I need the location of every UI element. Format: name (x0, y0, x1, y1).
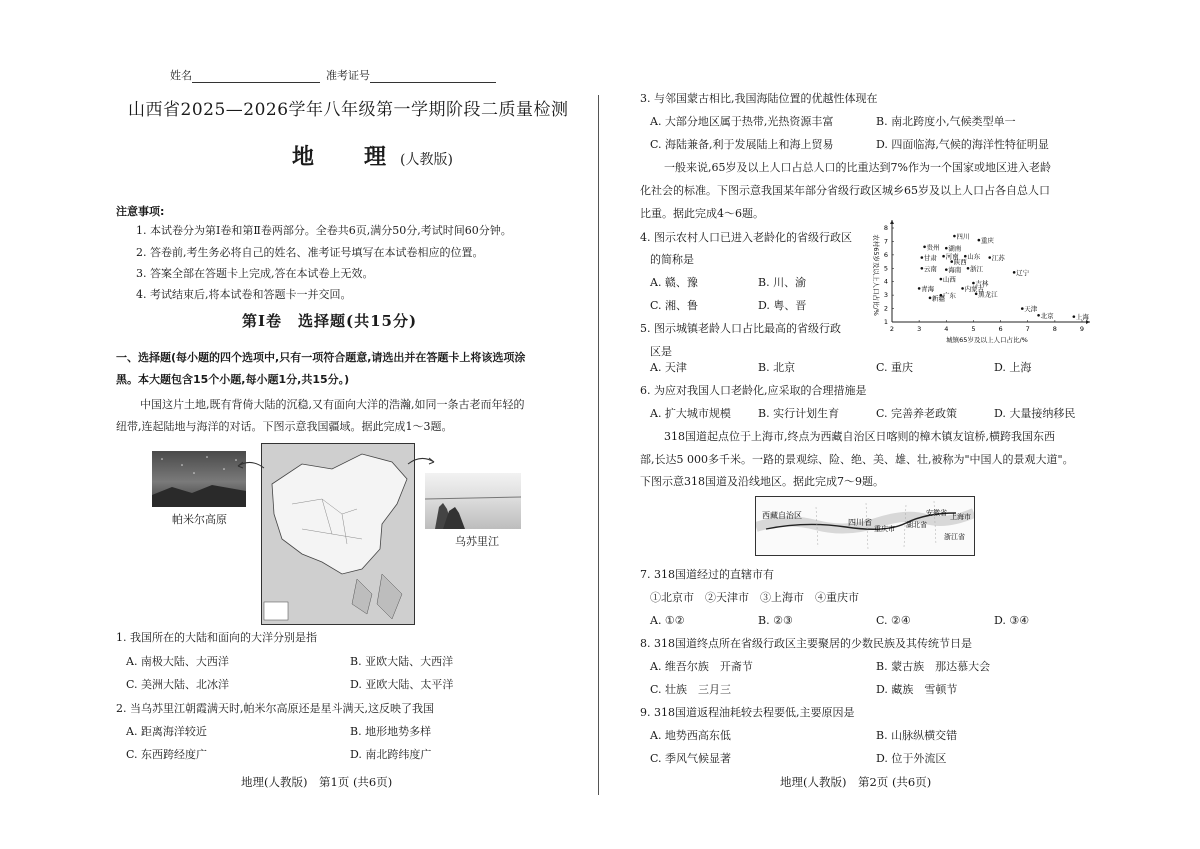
name-label: 姓名 (170, 69, 192, 82)
route-map-graphic (756, 497, 974, 555)
option-b[interactable]: B. 地形地势多样 (350, 725, 432, 738)
edition: (人教版) (400, 152, 453, 168)
exam-title: 山西省2025—2026学年八年级第一学期阶段二质量检测 (128, 100, 569, 120)
right-page (600, 0, 1200, 849)
data-point (1013, 271, 1016, 274)
question-stem: 2. 当乌苏里江朝霞满天时,帕米尔高原还是星斗满天,这反映了我国 (116, 702, 434, 715)
option-b[interactable]: B. 亚欧大陆、大西洋 (350, 655, 454, 668)
arrow-icon (406, 454, 436, 468)
x-tick-label: 6 (998, 325, 1003, 333)
option-b[interactable]: B. 蒙古族 那达慕大会 (876, 660, 991, 673)
option-c[interactable]: C. 湘、鲁 (650, 299, 699, 312)
route-label: 浙江省 (944, 533, 965, 541)
option-d[interactable]: D. 上海 (994, 361, 1032, 374)
option-c[interactable]: C. 完善养老政策 (876, 407, 958, 420)
option-c[interactable]: C. 东西跨经度广 (126, 748, 208, 761)
option-d[interactable]: D. ③④ (994, 614, 1030, 627)
question-stem: 1. 我国所在的大陆和面向的大洋分别是指 (116, 631, 317, 644)
star-field-icon (152, 451, 246, 507)
option-c[interactable]: C. 美洲大陆、北冰洋 (126, 678, 230, 691)
data-point-label: 贵州 (926, 243, 940, 252)
data-point-label: 黑龙江 (978, 290, 998, 299)
data-point-label: 山东 (967, 252, 981, 261)
y-tick-label: 4 (883, 277, 888, 286)
data-point (929, 297, 932, 300)
passage-text: 纽带,连起陆地与海洋的对话。下图示意我国疆域。据此完成1～3题。 (116, 420, 453, 433)
route-label: 湖北省 (906, 521, 927, 529)
option-a[interactable]: A. 赣、豫 (650, 276, 698, 289)
option-d[interactable]: D. 大量接纳移民 (994, 407, 1076, 420)
route-label: 安徽省 (926, 509, 947, 517)
option-a[interactable]: A. 天津 (650, 361, 687, 374)
passage-text: 中国这片土地,既有背倚大陆的沉稳,又有面向大洋的浩瀚,如同一条古老而年轻的 (140, 398, 525, 411)
passage-text: 下图示意318国道及沿线地区。据此完成7～9题。 (640, 475, 884, 488)
x-tick-label: 5 (971, 325, 976, 333)
name-field (170, 68, 320, 83)
y-axis-arrow-icon (890, 220, 894, 224)
data-point-label: 河南 (945, 252, 959, 261)
data-point-label: 湖南 (948, 244, 962, 253)
y-tick-label: 8 (883, 224, 888, 232)
x-tick-label: 4 (944, 325, 949, 333)
question-stem: 区是 (650, 345, 672, 358)
option-d[interactable]: D. 四面临海,气候的海洋性特征明显 (876, 138, 1049, 151)
arrow-icon (236, 458, 266, 472)
y-tick-label: 2 (883, 304, 888, 313)
data-point (918, 287, 921, 290)
data-point-label: 广东 (942, 291, 956, 300)
question-stem: 7. 318国道经过的直辖市有 (640, 568, 774, 581)
exam-id-blank (370, 70, 496, 83)
option-d[interactable]: D. 亚欧大陆、太平洋 (350, 678, 454, 691)
x-tick-label: 3 (917, 325, 922, 333)
pamir-caption: 帕米尔高原 (172, 513, 227, 526)
notice-item: 3. 答案全部在答题卡上完成,答在本试卷上无效。 (136, 267, 374, 280)
x-axis-label: 城镇65岁及以上人口占比/% (946, 336, 1028, 344)
data-point-label: 重庆 (980, 236, 994, 245)
china-territory-map (261, 443, 415, 625)
question-stem: 4. 图示农村人口已进入老龄化的省级行政区 (640, 231, 852, 244)
route-label: 重庆市 (874, 525, 895, 533)
page-footer: 地理(人教版) 第2页 (共6页) (780, 775, 932, 789)
data-point (1073, 315, 1076, 318)
y-tick-label: 6 (883, 250, 888, 259)
passage-text: 部,长达5 000多千米。一路的景观综、险、绝、美、雄、壮,被称为"中国人的景观大道"。 (640, 453, 1074, 466)
x-tick-label: 7 (1025, 325, 1030, 333)
question-stem: 5. 图示城镇老龄人口占比最高的省级行政 (640, 322, 841, 335)
question-stem: 的简称是 (650, 253, 694, 266)
option-a[interactable]: A. ①② (650, 614, 685, 627)
data-point-label: 江苏 (991, 254, 1005, 263)
page-footer: 地理(人教版) 第1页 (共6页) (241, 775, 393, 789)
data-point (1021, 307, 1024, 310)
data-point (923, 246, 926, 249)
data-point-label: 吉林 (975, 279, 989, 288)
option-a[interactable]: A. 南极大陆、大西洋 (126, 655, 229, 668)
data-point (975, 293, 978, 296)
question-stem: 9. 318国道返程油耗较去程要低,主要原因是 (640, 706, 855, 719)
route-label: 西藏自治区 (762, 511, 802, 520)
data-point-label: 内蒙古 (964, 284, 985, 293)
ussuri-caption: 乌苏里江 (455, 535, 499, 548)
data-point-label: 青海 (921, 284, 935, 293)
subject-name: 地 理 (292, 144, 401, 170)
y-axis-label: 农村65岁及以上人口占比/% (872, 234, 880, 316)
data-point-label: 四川 (956, 232, 970, 241)
data-point-label: 北京 (1040, 311, 1054, 320)
question-stem: 8. 318国道终点所在省级行政区主要聚居的少数民族及其传统节日是 (640, 637, 972, 650)
option-b[interactable]: B. 实行计划生育 (758, 407, 840, 420)
data-point (945, 247, 948, 250)
passage-text: 318国道起点位于上海市,终点为西藏自治区日喀则的樟木镇友谊桥,横跨我国东西 (664, 430, 1055, 443)
question-stem: 6. 为应对我国人口老龄化,应采取的合理措施是 (640, 384, 867, 397)
notice-heading: 注意事项: (116, 205, 165, 218)
data-point (950, 260, 953, 263)
option-b[interactable]: B. ②③ (758, 614, 793, 627)
passage-text: 一般来说,65岁及以上人口占总人口的比重达到7%作为一个国家或地区进入老龄 (664, 161, 1051, 174)
mc-instructions: 黑。本大题包含15个小题,每小题1分,共15分。) (116, 373, 350, 386)
data-point (921, 267, 924, 270)
data-point-label: 新疆 (932, 294, 945, 303)
data-point (988, 256, 991, 259)
data-point (1037, 314, 1040, 317)
option-b[interactable]: B. 北京 (758, 361, 796, 374)
x-tick-label: 8 (1052, 325, 1057, 333)
notice-item: 2. 答卷前,考生务必将自己的姓名、准考证号填写在本试卷相应的位置。 (136, 246, 484, 259)
option-c[interactable]: C. 重庆 (876, 361, 914, 374)
option-b[interactable]: B. 川、渝 (758, 276, 807, 289)
data-point-label: 云南 (923, 264, 937, 273)
ussuri-river-photo (425, 473, 521, 529)
x-tick-label: 2 (889, 325, 895, 333)
passage-text: 化社会的标准。下图示意我国某年部分省级行政区城乡65岁及以上人口占各自总人口 (640, 184, 1050, 197)
aging-scatter-chart (862, 218, 1102, 346)
option-a[interactable]: A. 地势西高东低 (650, 729, 731, 742)
option-a[interactable]: A. 距离海洋较近 (126, 725, 207, 738)
data-point-label: 陕西 (953, 258, 967, 267)
subject-heading (292, 144, 453, 170)
option-c[interactable]: C. ②④ (876, 614, 911, 627)
chart-points (918, 232, 1090, 322)
notice-item: 1. 本试卷分为第Ⅰ卷和第Ⅱ卷两部分。全卷共6页,满分50分,考试时间60分钟。 (136, 224, 512, 237)
data-point-label: 山西 (942, 275, 956, 284)
territory-map-graphic (262, 444, 414, 624)
option-a[interactable]: A. 扩大城市规模 (650, 407, 731, 420)
data-point (978, 239, 981, 242)
exam-id-label: 准考证号 (326, 69, 370, 82)
y-tick-label: 5 (883, 264, 888, 273)
option-a[interactable]: A. 大部分地区属于热带,光热资源丰富 (650, 115, 834, 128)
y-tick-label: 3 (883, 291, 888, 300)
passage-text: 比重。据此完成4～6题。 (640, 207, 764, 220)
x-tick-label: 9 (1079, 325, 1085, 333)
river-scene-icon (425, 473, 521, 529)
route-label: 上海市 (950, 513, 971, 521)
option-d[interactable]: D. 位于外流区 (876, 752, 947, 765)
data-point-label: 海南 (948, 266, 962, 275)
option-b[interactable]: B. 南北跨度小,气候类型单一 (876, 115, 1016, 128)
question-stem: 3. 与邻国蒙古相比,我国海陆位置的优越性体现在 (640, 92, 878, 105)
notice-item: 4. 考试结束后,将本试卷和答题卡一并交回。 (136, 288, 352, 301)
option-d[interactable]: D. 粤、晋 (758, 299, 807, 312)
statement-options: ①北京市 ②天津市 ③上海市 ④重庆市 (650, 591, 859, 604)
section-title: 第Ⅰ卷 选择题(共15分) (242, 312, 418, 330)
option-a[interactable]: A. 维吾尔族 开斋节 (650, 660, 753, 673)
mc-instructions: 一、选择题(每小题的四个选项中,只有一项符合题意,请选出并在答题卡上将该选项涂 (116, 351, 526, 364)
data-point (945, 268, 948, 271)
data-point (940, 278, 943, 281)
data-point-label: 浙江 (970, 264, 983, 273)
exam-id-field (326, 68, 496, 83)
name-blank (192, 70, 320, 83)
data-point (942, 255, 945, 258)
data-point-label: 辽宁 (1016, 268, 1030, 277)
option-c[interactable]: C. 海陆兼备,利于发展陆上和海上贸易 (650, 138, 834, 151)
option-b[interactable]: B. 山脉纵横交错 (876, 729, 958, 742)
pamir-plateau-photo (152, 451, 246, 507)
y-tick-label: 1 (883, 318, 888, 326)
data-point-label: 甘肃 (923, 254, 937, 263)
y-tick-label: 7 (883, 237, 888, 246)
option-d[interactable]: D. 南北跨纬度广 (350, 748, 432, 761)
data-point (961, 287, 964, 290)
data-point (967, 267, 970, 270)
route-318-map (755, 496, 975, 556)
data-point (953, 235, 956, 238)
data-point (921, 256, 924, 259)
option-c[interactable]: C. 壮族 三月三 (650, 683, 732, 696)
route-label: 四川省 (848, 518, 872, 527)
data-point-label: 天津 (1024, 305, 1038, 314)
option-d[interactable]: D. 藏族 雪顿节 (876, 683, 958, 696)
option-c[interactable]: C. 季风气候显著 (650, 752, 732, 765)
data-point-label: 上海 (1075, 313, 1089, 322)
